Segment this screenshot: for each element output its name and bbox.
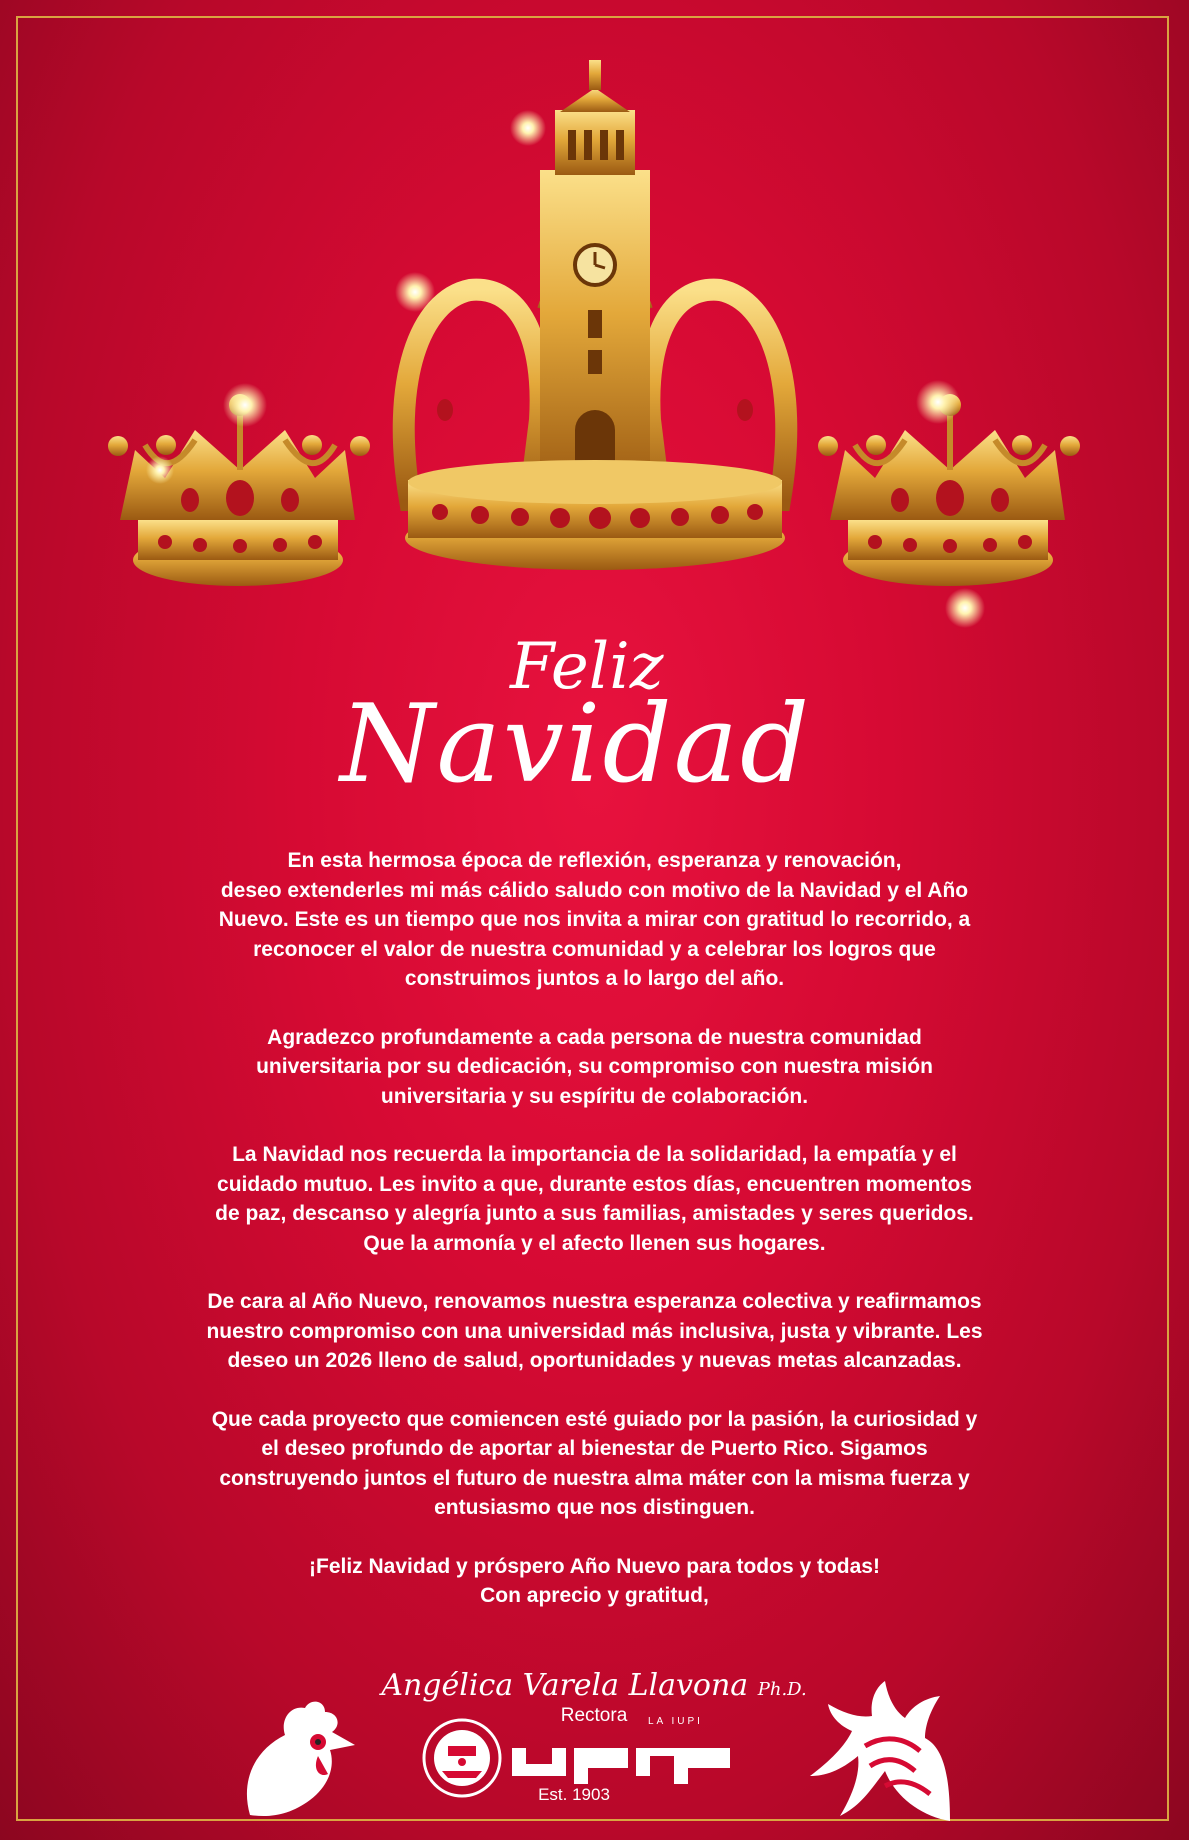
logo-tagline: LA IUPI [648, 1716, 703, 1727]
established-year: Est. 1903 [538, 1785, 610, 1804]
closing-paragraph: ¡Feliz Navidad y próspero Año Nuevo para todos y todas! Con aprecio y gratitud, [309, 1554, 880, 1607]
feliz-navidad-title [300, 620, 860, 807]
uprrp-wordmark-icon [512, 1748, 730, 1784]
paragraph-4: De cara al Año Nuevo, renovamos nuestra esperanza colectiva y reafirmamos nuestro compromiso con una universidad más inclusiva, justa y vibrante. Les deseo un 2026 lleno de salud, oportunidades y nuevas metas alcanzadas. [206, 1290, 983, 1372]
signature-degree: Ph.D. [757, 1679, 807, 1700]
paragraph-1: En esta hermosa época de reflexión, esperanza y renovación, deseo extenderles mi más cálido saludo con motivo de la Navidad y el Año Nuevo. Este es un tiempo que nos invita a mirar con gratitud lo recorrido, a reconocer el valor de nuestra comunidad y a celebrar los logros que construimos juntos a lo largo del año. [218, 849, 971, 990]
paragraph-2: Agradezco profundamente a cada persona de nuestra comunidad universitaria por su dedicación, su compromiso con nuestra misión universitaria y su espíritu de colaboración. [256, 1025, 933, 1108]
right-crown-icon [818, 394, 1080, 586]
crowns-illustration [0, 0, 1189, 640]
center-crown-tower-icon [404, 60, 787, 570]
signature-name: Angélica Varela Llavona [381, 1668, 749, 1703]
letter-body [150, 846, 1039, 1640]
title-navidad: Navidad [340, 682, 812, 807]
paragraph-3: La Navidad nos recuerda la importancia de la solidaridad, la empatía y el cuidado mutuo. Les invito a que, durante estos días, encuentren momentos de paz, descanso y alegría junto a sus familias, amistades y seres queridos. Que la armonía y el afecto llenen sus hogares. [215, 1143, 974, 1255]
university-seal-icon [424, 1720, 500, 1796]
rooster-right-icon [800, 1676, 960, 1826]
rooster-left-icon [230, 1690, 380, 1820]
title-feliz: Feliz [510, 630, 664, 704]
paragraph-5: Que cada proyecto que comiencen esté guiado por la pasión, la curiosidad y el deseo profundo de aportar al bienestar de Puerto Rico. Sigamos construyendo juntos el futuro de nuestra alma máter con la misma fuerza y entusiasmo que nos distinguen. [211, 1407, 978, 1519]
signature-role: Rectora [560, 1705, 628, 1726]
